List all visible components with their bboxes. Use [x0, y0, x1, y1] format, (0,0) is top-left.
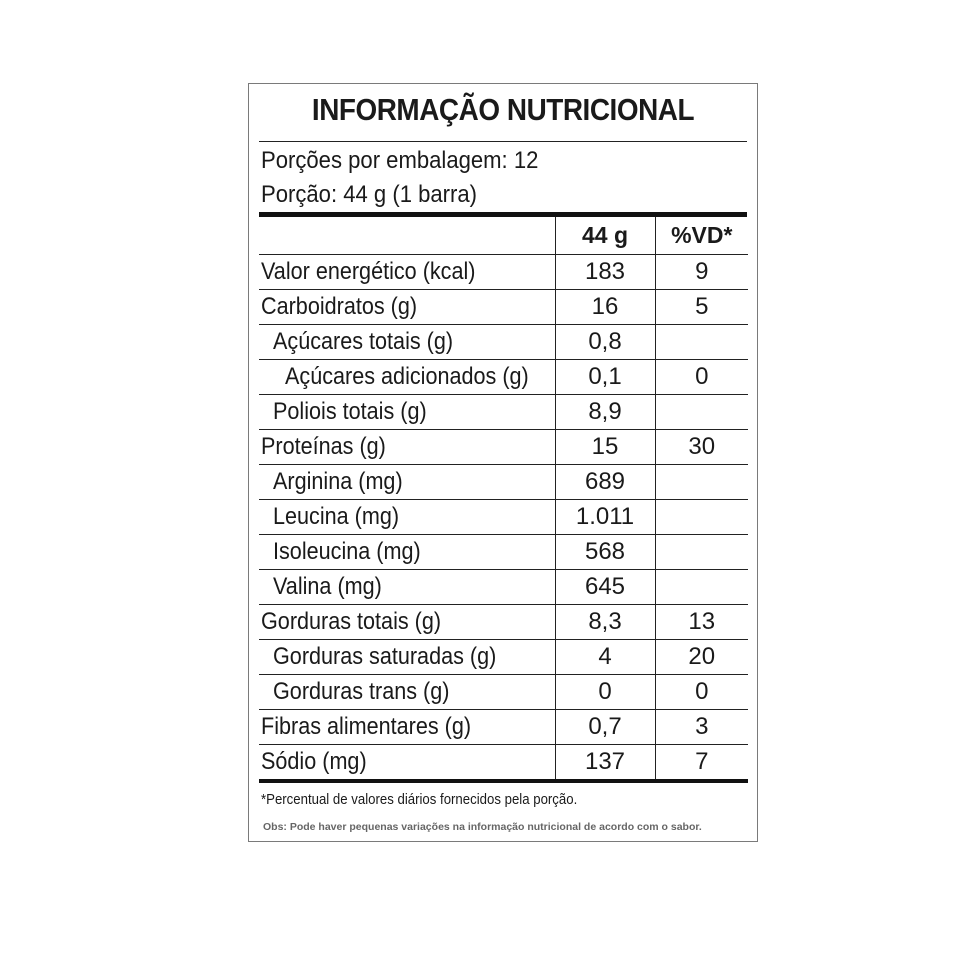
title-divider [259, 141, 747, 142]
nutrient-name: Leucina (mg) [273, 503, 400, 530]
nutrient-daily-value: 3 [655, 710, 748, 745]
serving-size: Porção: 44 g (1 barra) [261, 181, 478, 208]
nutrient-daily-value: 0 [655, 675, 748, 710]
nutrient-daily-value [655, 500, 748, 535]
nutrient-daily-value: 13 [655, 605, 748, 640]
header-quantity: 44 g [555, 217, 655, 255]
header-daily-value: %VD* [655, 217, 748, 255]
servings-per-package: Porções por embalagem: 12 [261, 147, 539, 174]
table-row [259, 570, 748, 605]
table-row [259, 465, 748, 500]
nutrient-daily-value: 5 [655, 290, 748, 325]
nutrient-daily-value: 30 [655, 430, 748, 465]
table-row [259, 360, 748, 395]
nutrient-quantity: 0,1 [555, 360, 655, 395]
nutrient-name: Açúcares totais (g) [273, 328, 454, 355]
nutrition-facts-panel [248, 83, 758, 842]
nutrient-quantity: 0,8 [555, 325, 655, 360]
nutrient-name: Gorduras totais (g) [261, 608, 442, 635]
nutrient-daily-value: 0 [655, 360, 748, 395]
observation-note: Obs: Pode haver pequenas variações na informação nutricional de acordo com o sabor. [263, 821, 702, 833]
nutrient-name: Valina (mg) [273, 573, 382, 600]
table-row [259, 535, 748, 570]
daily-value-footnote: *Percentual de valores diários fornecidos pela porção. [261, 791, 578, 808]
panel-title: INFORMAÇÃO NUTRICIONAL [311, 92, 695, 127]
nutrient-name: Gorduras trans (g) [273, 678, 450, 705]
nutrient-quantity: 0,7 [555, 710, 655, 745]
nutrient-quantity: 15 [555, 430, 655, 465]
nutrient-daily-value: 9 [655, 255, 748, 290]
nutrition-table [259, 217, 748, 783]
header-name [259, 217, 555, 255]
nutrient-name: Sódio (mg) [261, 748, 367, 775]
nutrient-name: Carboidratos (g) [261, 293, 418, 320]
nutrient-quantity: 4 [555, 640, 655, 675]
nutrient-daily-value [655, 325, 748, 360]
nutrient-daily-value [655, 465, 748, 500]
table-row [259, 640, 748, 675]
nutrient-quantity: 16 [555, 290, 655, 325]
nutrient-quantity: 568 [555, 535, 655, 570]
nutrient-daily-value: 20 [655, 640, 748, 675]
table-header-row [259, 217, 748, 255]
table-row [259, 675, 748, 710]
nutrient-quantity: 183 [555, 255, 655, 290]
table-row [259, 745, 748, 782]
nutrient-name: Fibras alimentares (g) [261, 713, 472, 740]
nutrient-quantity: 1.011 [555, 500, 655, 535]
table-row [259, 325, 748, 360]
nutrient-name: Isoleucina (mg) [273, 538, 421, 565]
table-row [259, 710, 748, 745]
nutrient-name: Gorduras saturadas (g) [273, 643, 497, 670]
nutrient-daily-value [655, 395, 748, 430]
table-row [259, 290, 748, 325]
table-row [259, 430, 748, 465]
nutrient-quantity: 645 [555, 570, 655, 605]
nutrient-quantity: 0 [555, 675, 655, 710]
table-row [259, 605, 748, 640]
nutrient-quantity: 8,3 [555, 605, 655, 640]
table-row [259, 255, 748, 290]
nutrient-name: Arginina (mg) [273, 468, 403, 495]
nutrient-daily-value: 7 [655, 745, 748, 782]
nutrient-name: Poliois totais (g) [273, 398, 427, 425]
table-row [259, 395, 748, 430]
table-row [259, 500, 748, 535]
nutrient-name: Valor energético (kcal) [261, 258, 476, 285]
nutrient-quantity: 689 [555, 465, 655, 500]
nutrient-name: Açúcares adicionados (g) [285, 363, 529, 390]
nutrient-quantity: 8,9 [555, 395, 655, 430]
nutrient-quantity: 137 [555, 745, 655, 782]
nutrient-daily-value [655, 535, 748, 570]
nutrient-name: Proteínas (g) [261, 433, 386, 460]
nutrient-daily-value [655, 570, 748, 605]
